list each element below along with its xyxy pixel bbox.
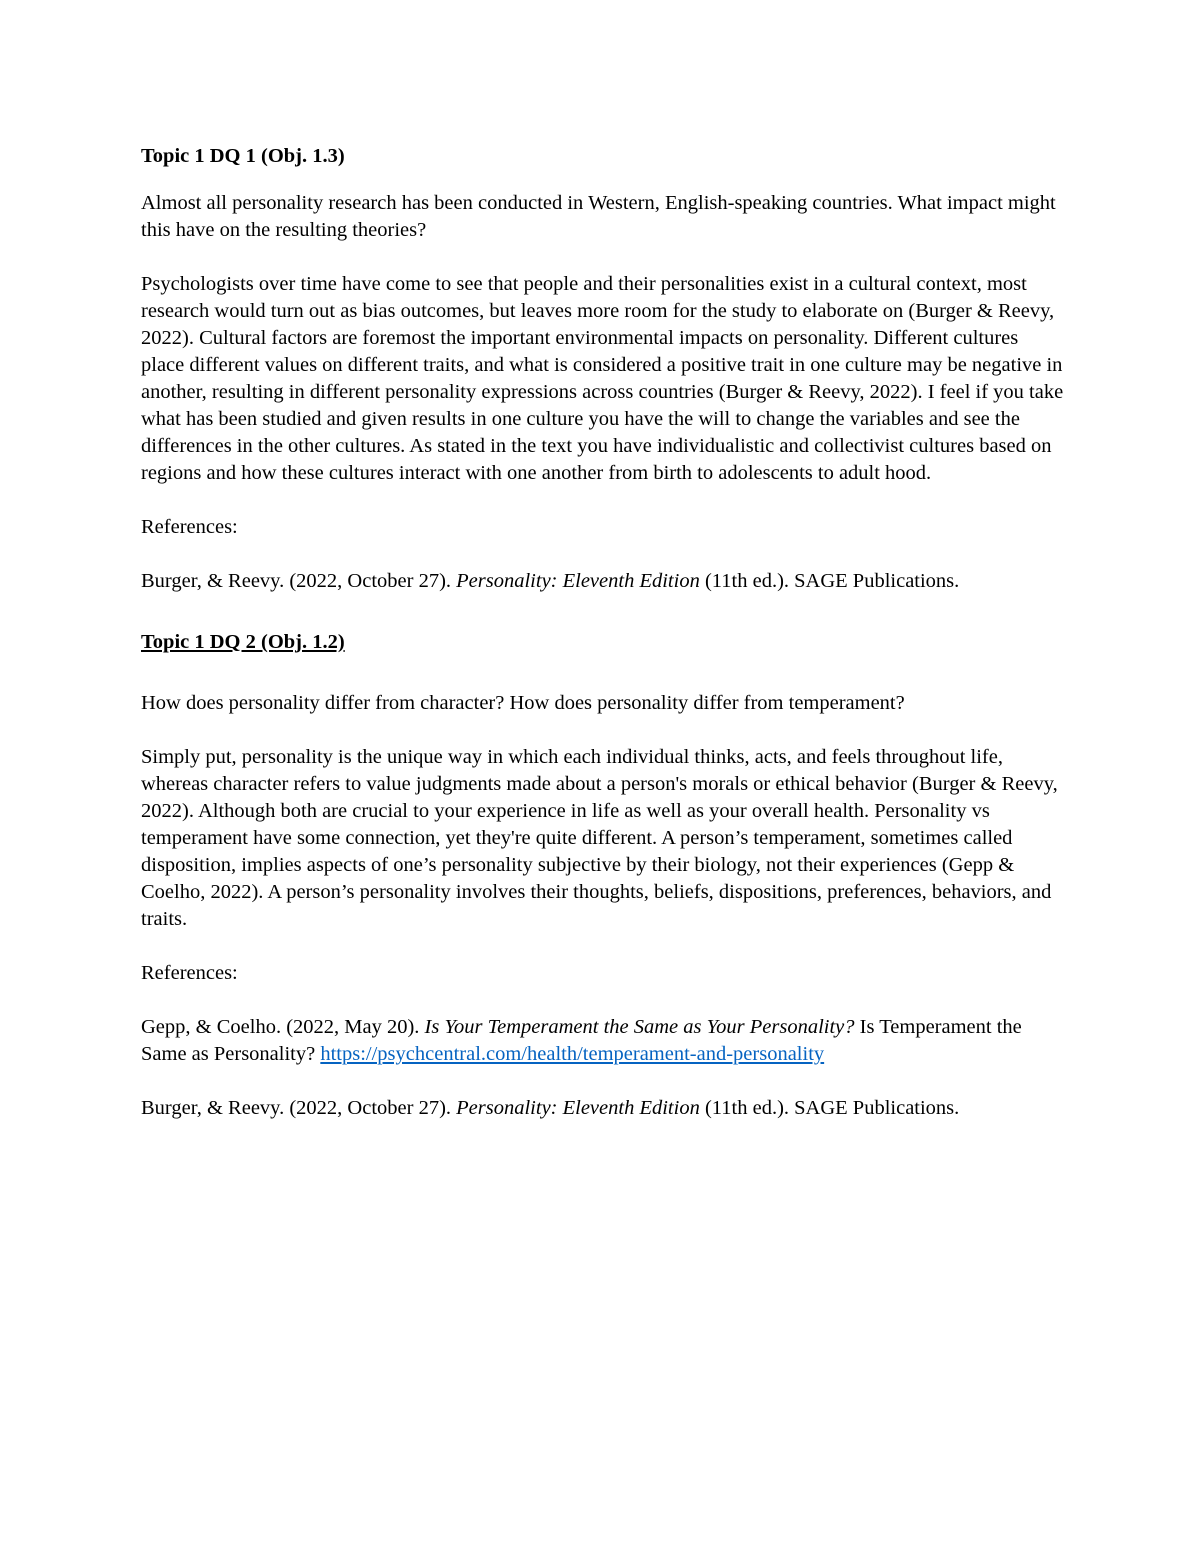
dq1-answer: Psychologists over time have come to see that people and their personalities exist in a cultural context, most research would turn out as bias outcomes, but leaves more room for the study to elaborate on (Burger & Reevy, 2022). Cultural factors are foremost the important environmental impacts on personality. Different cultures place different values on different traits, and what is considered a positive trait in one culture may be negative in another, resulting in different personality expressions across countries (Burger & Reevy, 2022). I feel if you take what has been studied and given results in one culture you have the will to change the variables and see the differences in the other cultures. As stated in the text you have individualistic and collectivist cultures based on regions and how these cultures interact with one another from birth to adolescents to adult hood.	[141, 273, 1064, 484]
dq2-reference-1	[141, 1014, 1066, 1068]
reference-subtitle: Is Temperament the Same as Personality?	[141, 1016, 1022, 1065]
dq2-answer: Simply put, personality is the unique way in which each individual thinks, acts, and feels throughout life, whereas character refers to value judgments made about a person's morals or ethical behavior (Burger & Reevy, 2022). Although both are crucial to your experience in life as well as your overall health. Personality vs temperament have some connection, yet they're quite different. A person’s temperament, sometimes called disposition, implies aspects of one’s personality subjective by their biology, not their experiences (Gepp & Coelho, 2022). A person’s personality involves their thoughts, beliefs, dispositions, preferences, behaviors, and traits.	[141, 746, 1058, 930]
reference-title: Is Your Temperament the Same as Your Personality?	[424, 1016, 855, 1038]
dq1-heading: Topic 1 DQ 1 (Obj. 1.3)	[141, 145, 345, 167]
reference-title: Personality: Eleventh Edition	[456, 1097, 700, 1119]
dq1-question: Almost all personality research has been conducted in Western, English-speaking countries. What impact might this have on the resulting theories?	[141, 192, 1056, 241]
dq2-reference-2	[141, 1095, 1066, 1122]
reference-url-link[interactable]: https://psychcentral.com/health/temperament-and-personality	[320, 1043, 825, 1065]
reference-authors: Gepp, & Coelho. (2022, May 20).	[141, 1016, 425, 1038]
document-page	[141, 143, 1066, 1122]
dq1-reference-1	[141, 568, 1066, 595]
dq2-question: How does personality differ from character? How does personality differ from temperament?	[141, 692, 905, 714]
reference-authors: Burger, & Reevy. (2022, October 27).	[141, 1097, 457, 1119]
reference-publisher: (11th ed.). SAGE Publications.	[699, 570, 960, 592]
reference-title: Personality: Eleventh Edition	[456, 570, 700, 592]
dq1-references-label: References:	[141, 516, 238, 538]
reference-publisher: (11th ed.). SAGE Publications.	[699, 1097, 960, 1119]
dq2-references-label: References:	[141, 962, 238, 984]
reference-authors: Burger, & Reevy. (2022, October 27).	[141, 570, 457, 592]
dq2-heading: Topic 1 DQ 2 (Obj. 1.2)	[141, 631, 345, 653]
